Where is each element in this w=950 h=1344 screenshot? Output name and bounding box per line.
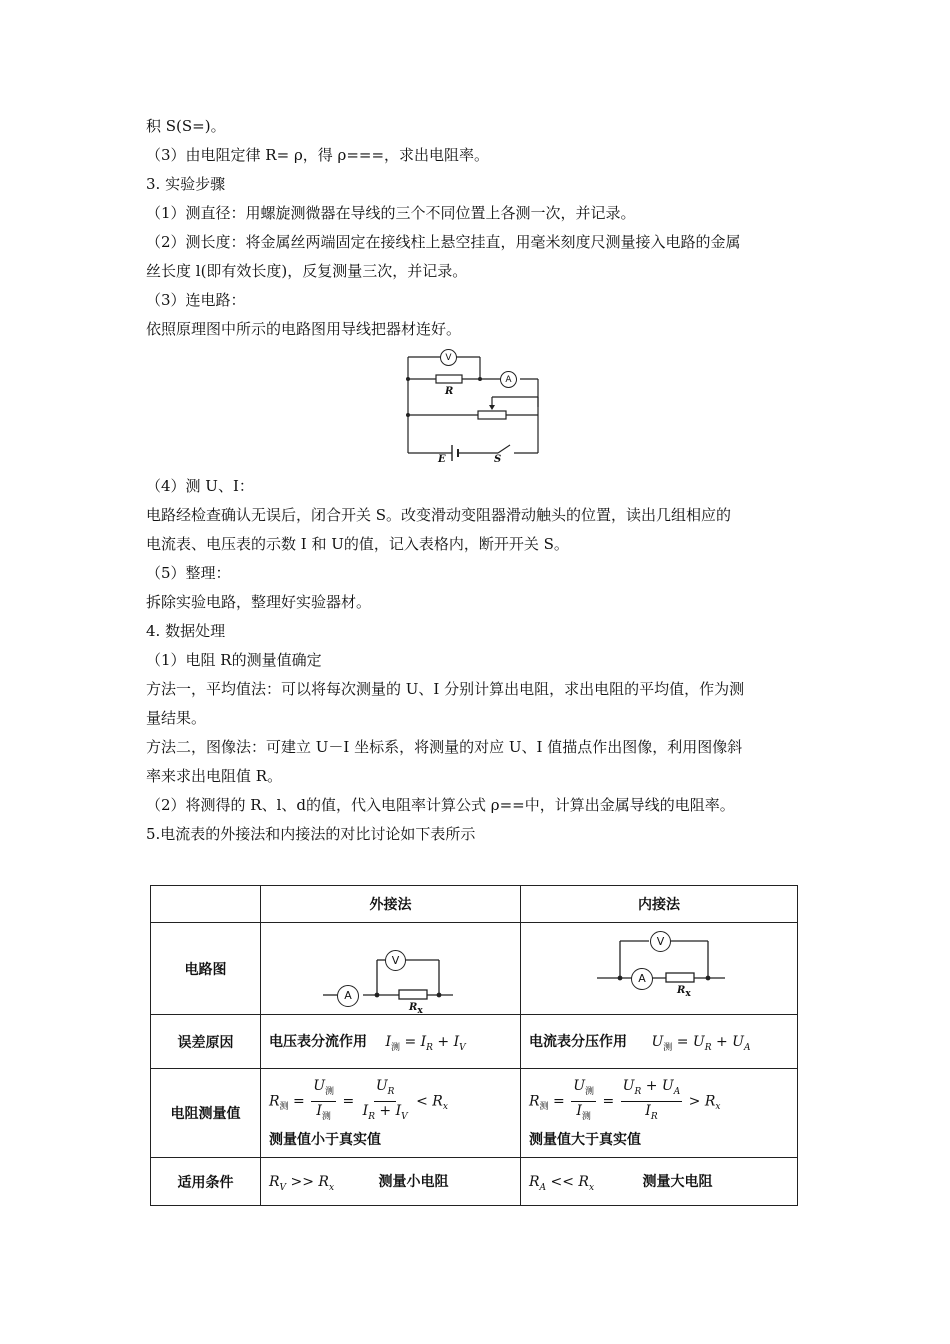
outer-error-cell (261, 1015, 521, 1069)
outer-condition-cell (261, 1158, 521, 1206)
inner-measured-formula: $R_测$ = $\frac{U_测}{I_测}$ = $\frac{U_R + U_A}{I_R}$ > $R_x$ (529, 1077, 721, 1122)
section-heading: 4. 数据处理 (146, 622, 226, 640)
rx-label: $R_x$ (409, 1001, 423, 1016)
paragraph: 积 S(S=)。 (146, 117, 226, 135)
inner-circuit-cell (521, 923, 798, 1015)
ammeter-icon: A (631, 968, 653, 990)
outer-condition-formula: $R_V >> R_x$ (269, 1173, 335, 1193)
table-row (151, 1069, 798, 1158)
paragraph: 电流表、电压表的示数 I 和 U的值，记入表格内，断开开关 S。 (146, 535, 569, 553)
inner-condition-formula: $R_A << R_x$ (529, 1173, 595, 1193)
paragraph: 方法一，平均值法：可以将每次测量的 U、I 分别计算出电阻，求出电阻的平均值，作为测 (146, 680, 745, 698)
row-header-condition: 适用条件 (151, 1158, 261, 1206)
paragraph: 方法二，图像法：可建立 U－I 坐标系，将测量的对应 U、I 值描点作出图像，利用图像斜 (146, 738, 743, 756)
inner-error-cell (521, 1015, 798, 1069)
table-row (151, 1015, 798, 1069)
paragraph: 率来求出电阻值 R。 (146, 767, 283, 785)
inner-measured-cell (521, 1069, 798, 1158)
switch-label: S (494, 454, 502, 465)
resistor-label: R (445, 386, 454, 397)
row-header-circuit: 电路图 (151, 923, 261, 1015)
voltmeter-icon: V (440, 349, 457, 366)
paragraph: （5）整理： (146, 564, 231, 582)
voltmeter-icon: V (385, 950, 406, 971)
outer-measured-cell (261, 1069, 521, 1158)
paragraph: 拆除实验电路，整理好实验器材。 (146, 593, 372, 611)
comparison-table (150, 885, 798, 1206)
table-row (151, 1158, 798, 1206)
paragraph: （1）测直径：用螺旋测微器在导线的三个不同位置上各测一次，并记录。 (146, 204, 636, 222)
paragraph: （2）测长度：将金属丝两端固定在接线柱上悬空挂直，用毫米刻度尺测量接入电路的金属 (146, 233, 741, 251)
rx-label: $R_x$ (677, 984, 691, 999)
circuit-diagram (400, 345, 545, 465)
ammeter-icon: A (337, 985, 359, 1007)
paragraph: 电路经检查确认无误后，闭合开关 S。改变滑动变阻器滑动触头的位置，读出几组相应的 (146, 506, 732, 524)
table-row (151, 923, 798, 1015)
inner-condition-text: 测量大电阻 (642, 1173, 713, 1190)
inner-error-text: 电流表分压作用 (529, 1033, 627, 1050)
outer-circuit-cell (261, 923, 521, 1015)
inner-condition-cell (521, 1158, 798, 1206)
column-header-outer: 外接法 (261, 886, 521, 923)
outer-error-text: 电压表分流作用 (269, 1033, 367, 1050)
ammeter-icon: A (500, 371, 517, 388)
outer-condition-text: 测量小电阻 (378, 1173, 449, 1190)
column-header-inner: 内接法 (521, 886, 798, 923)
outer-measured-formula: $R_测$ = $\frac{U_测}{I_测}$ = $\frac{U_R}{I_R + I_V}$ < $R_x$ (269, 1077, 448, 1122)
inner-error-formula: $U_测 = U_R + U_A$ (651, 1033, 751, 1053)
section-heading: 5.电流表的外接法和内接法的对比讨论如下表所示 (146, 825, 476, 843)
paragraph: 丝长度 l(即有效长度)，反复测量三次，并记录。 (146, 262, 468, 280)
row-header-measured: 电阻测量值 (151, 1069, 261, 1158)
paragraph: （1）电阻 R的测量值确定 (146, 651, 322, 669)
paragraph: （2）将测得的 R、l、d的值，代入电阻率计算公式 ρ==中，计算出金属导线的电阻率。 (146, 796, 735, 814)
paragraph: 量结果。 (146, 709, 207, 727)
section-heading: 3. 实验步骤 (146, 175, 226, 193)
table-corner-cell (151, 886, 261, 923)
outer-error-formula: $I_测 = I_R + I_V$ (385, 1033, 466, 1053)
inner-measured-result: 测量值大于真实值 (529, 1132, 641, 1149)
row-header-error: 误差原因 (151, 1015, 261, 1069)
table-header-row (151, 886, 798, 923)
paragraph: （3）由电阻定律 R= ρ，得 ρ===，求出电阻率。 (146, 146, 490, 164)
paragraph: （4）测 U、I： (146, 477, 254, 495)
battery-label: E (438, 454, 446, 465)
voltmeter-icon: V (650, 931, 671, 952)
paragraph: （3）连电路： (146, 291, 246, 309)
paragraph: 依照原理图中所示的电路图用导线把器材连好。 (146, 320, 462, 338)
outer-measured-result: 测量值小于真实值 (269, 1132, 381, 1149)
